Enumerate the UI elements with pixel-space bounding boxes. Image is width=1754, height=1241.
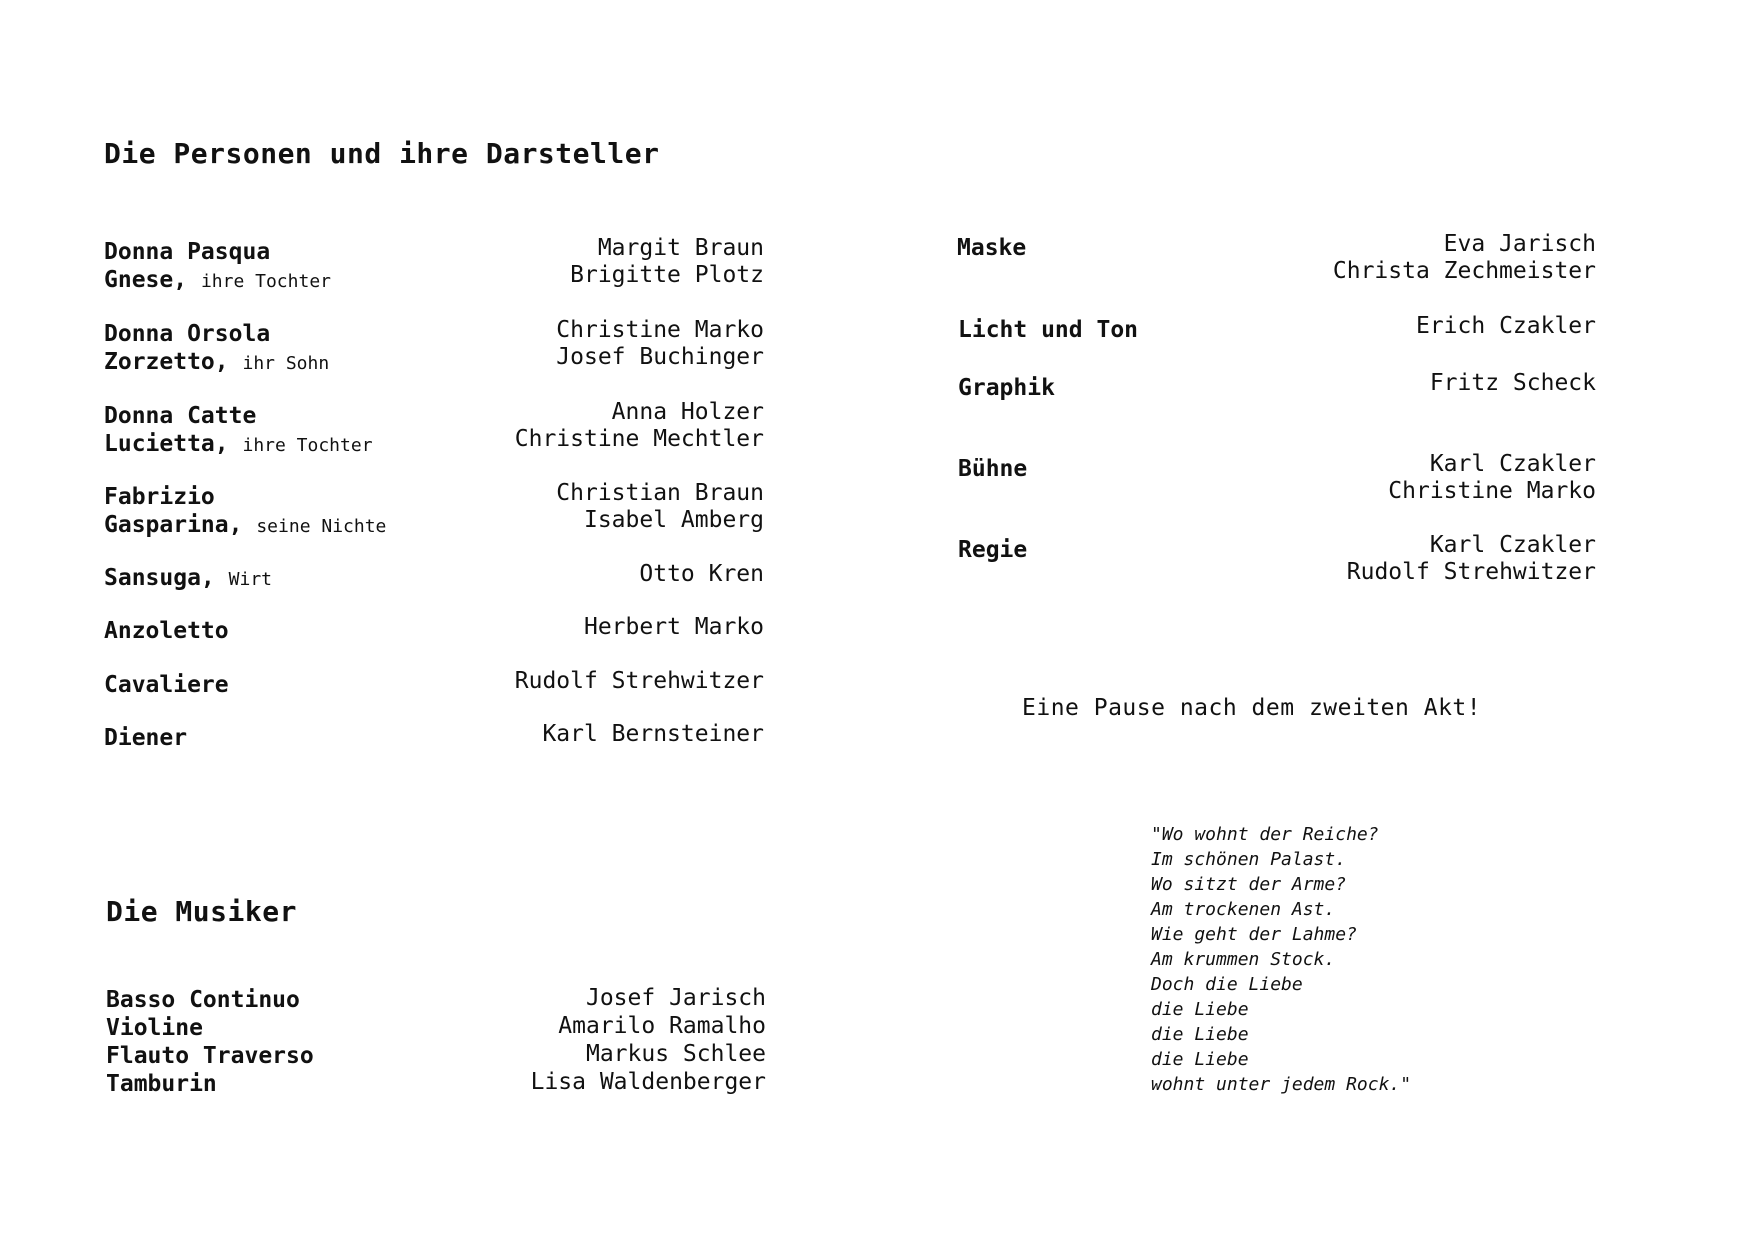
crew-role-graphik: Graphik: [958, 375, 1055, 401]
role-name: Fabrizio: [104, 484, 215, 510]
instrument-label: Basso Continuo: [106, 987, 300, 1013]
crew-person-name: Eva Jarisch: [1443, 231, 1596, 257]
crew-people-graphik: [1430, 370, 1596, 397]
cast-actors-group-5: [584, 614, 764, 641]
role-line: [104, 511, 386, 541]
actor-name: Margit Braun: [597, 235, 764, 261]
player-name: Markus Schlee: [585, 1041, 766, 1067]
actor-name: Brigitte Plotz: [570, 262, 764, 288]
musician-players: [531, 984, 766, 1096]
cast-actors-group-0: [570, 235, 764, 289]
role-line: [104, 430, 373, 460]
poem-line: Am krummen Stock.: [1151, 949, 1336, 970]
actor-name: Karl Bernsteiner: [542, 721, 764, 747]
crew-person-name: Christine Marko: [1388, 478, 1596, 504]
crew-person-name: Rudolf Strehwitzer: [1346, 559, 1596, 585]
actor-name: Christian Braun: [556, 480, 764, 506]
role-note: ihr Sohn: [242, 353, 330, 374]
cast-role-group-7: [104, 724, 187, 752]
actor-name: Josef Buchinger: [556, 344, 764, 370]
cast-role-group-2: [104, 402, 373, 460]
role-name: Diener: [104, 725, 188, 751]
cast-role-group-6: [104, 671, 229, 699]
poem-line: Wie geht der Lahme?: [1151, 924, 1357, 945]
crew-role-regie: Regie: [958, 537, 1028, 563]
role-note: seine Nichte: [256, 516, 387, 537]
crew-people-maske: [1333, 231, 1596, 285]
cast-actors-group-7: [542, 721, 764, 748]
poem-line: die Liebe: [1151, 1024, 1249, 1045]
role-name: Donna Pasqua: [104, 239, 271, 265]
instrument-label: Violine: [106, 1015, 203, 1041]
role-note: ihre Tochter: [242, 435, 373, 456]
role-name: Anzoletto: [104, 618, 229, 644]
actor-name: Christine Mechtler: [514, 426, 764, 452]
poem-quote: [1151, 822, 1411, 1097]
poem-line: die Liebe: [1151, 999, 1249, 1020]
cast-actors-group-1: [556, 317, 764, 371]
actor-name: Isabel Amberg: [583, 507, 764, 533]
role-line: [104, 348, 329, 378]
poem-line: Im schönen Palast.: [1151, 849, 1347, 870]
crew-person-name: Karl Czakler: [1429, 451, 1596, 477]
role-name: Donna Catte: [104, 403, 257, 429]
cast-actors-group-6: [515, 668, 764, 695]
crew-person-name: Fritz Scheck: [1429, 370, 1596, 396]
role-name: Sansuga,: [104, 565, 215, 591]
crew-people-licht-und-ton: [1416, 313, 1596, 340]
musician-instruments: [106, 986, 314, 1098]
crew-people-buehne: [1388, 451, 1596, 505]
cast-actors-group-3: [556, 480, 764, 534]
poem-line: die Liebe: [1151, 1049, 1249, 1070]
role-note: Wirt: [228, 569, 272, 590]
instrument-label: Tamburin: [106, 1071, 217, 1097]
cast-role-group-3: [104, 483, 386, 541]
musicians-heading: Die Musiker: [106, 895, 297, 928]
actor-name: Christine Marko: [556, 317, 764, 343]
actor-name: Anna Holzer: [611, 399, 764, 425]
role-line: [104, 266, 331, 296]
player-name: Josef Jarisch: [585, 985, 766, 1011]
crew-person-name: Karl Czakler: [1429, 532, 1596, 558]
crew-role-licht-und-ton: Licht und Ton: [958, 317, 1139, 343]
poem-line: Doch die Liebe: [1151, 974, 1303, 995]
cast-role-group-0: [104, 238, 331, 296]
poem-line: wohnt unter jedem Rock.": [1151, 1074, 1412, 1095]
pause-note: Eine Pause nach dem zweiten Akt!: [1022, 695, 1482, 721]
actor-name: Rudolf Strehwitzer: [514, 668, 764, 694]
cast-actors-group-4: [639, 561, 764, 588]
poem-line: Am trockenen Ast.: [1151, 899, 1336, 920]
cast-actors-group-2: [515, 399, 764, 453]
role-note: ihre Tochter: [200, 271, 331, 292]
role-name: Gasparina,: [104, 512, 243, 538]
role-name: Lucietta,: [104, 431, 229, 457]
crew-people-regie: [1347, 532, 1596, 586]
actor-name: Otto Kren: [639, 561, 764, 587]
role-name: Gnese,: [104, 267, 188, 293]
crew-role-maske: Maske: [957, 235, 1027, 261]
instrument-label: Flauto Traverso: [106, 1043, 314, 1069]
cast-role-group-5: [104, 617, 229, 645]
player-name: Amarilo Ramalho: [558, 1013, 766, 1039]
role-line: [104, 564, 272, 594]
player-name: Lisa Waldenberger: [530, 1069, 766, 1095]
crew-role-buehne: Bühne: [958, 456, 1028, 482]
role-name: Cavaliere: [104, 672, 229, 698]
role-name: Donna Orsola: [104, 321, 271, 347]
crew-person-name: Christa Zechmeister: [1332, 258, 1596, 284]
actor-name: Herbert Marko: [583, 614, 764, 640]
poem-line: Wo sitzt der Arme?: [1151, 874, 1347, 895]
role-name: Zorzetto,: [104, 349, 229, 375]
cast-role-group-1: [104, 320, 329, 378]
cast-role-group-4: [104, 564, 272, 594]
cast-heading: Die Personen und ihre Darsteller: [104, 137, 660, 170]
poem-line: "Wo wohnt der Reiche?: [1151, 824, 1379, 845]
crew-person-name: Erich Czakler: [1415, 313, 1596, 339]
